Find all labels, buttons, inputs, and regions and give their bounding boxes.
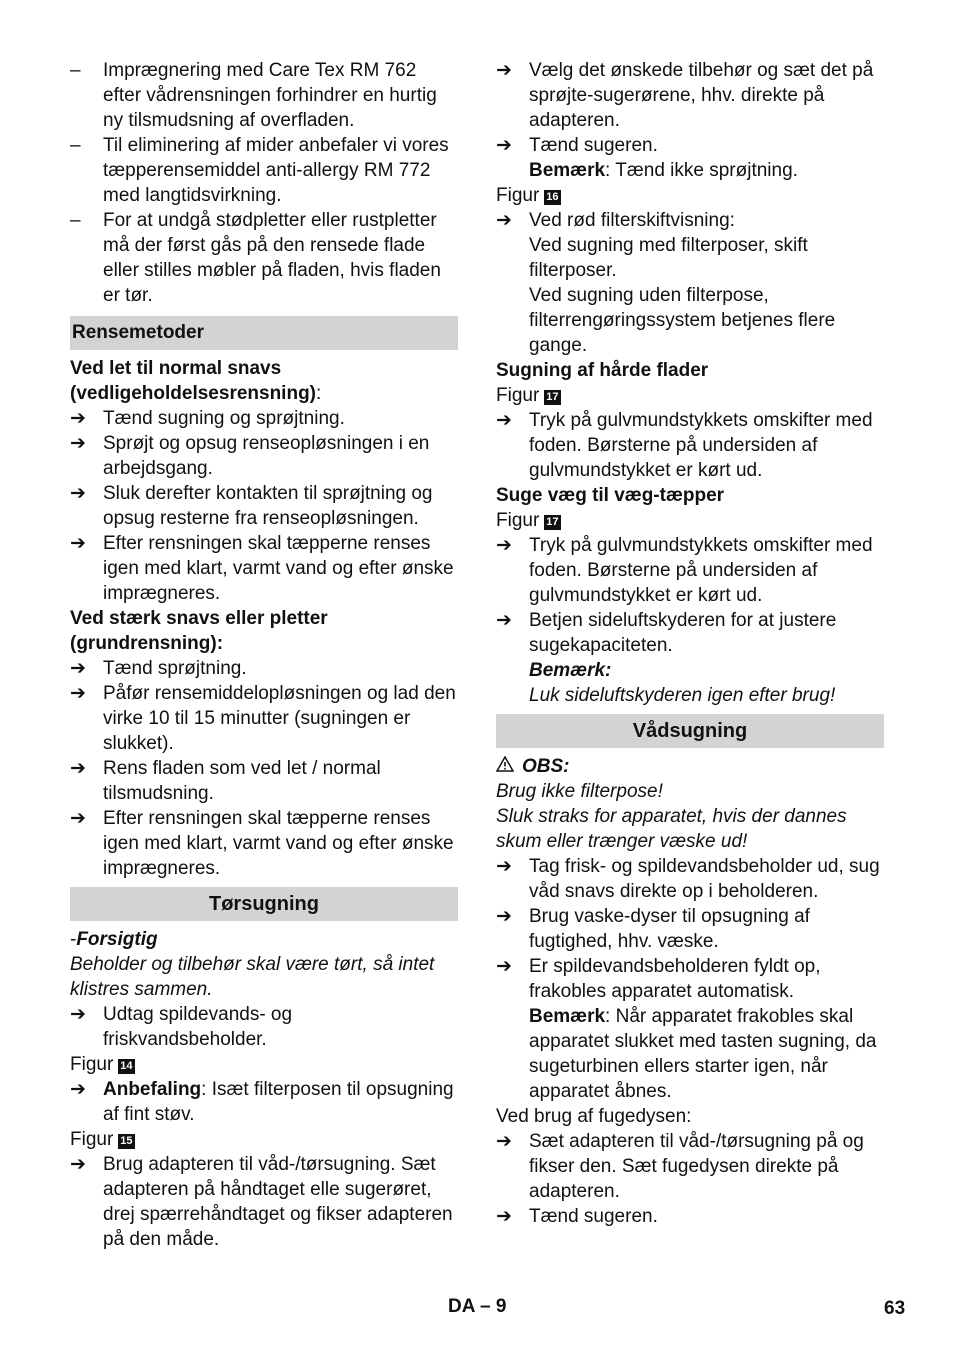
figure-ref: Figur 16 <box>496 185 559 206</box>
dash-item: – Imprægnering med Care Tex RM 762 efter vådrensningen forhindrer en hurtig ny tilsmudsning af overfladen. <box>70 60 437 131</box>
dash-item: – For at undgå stødpletter eller rustpletter må der først gås på den rensede flade eller stilles møbler på fladen, hvis fladen er tør. <box>70 210 441 306</box>
figure-ref: Figur 17 <box>496 510 559 531</box>
subheading-strong: Ved stærk snavs eller pletter (grundrensning): <box>70 608 328 654</box>
figure-ref: Figur 17 <box>496 385 559 406</box>
subheading-hard-floors: Sugning af hårde flader <box>496 360 709 381</box>
note: Bemærk: Tænd ikke sprøjtning. <box>529 160 798 181</box>
list-item: ➔ Brug vaske-dyser til opsugning af fugtighed, hhv. væske. <box>496 906 810 952</box>
footer-language-page: DA – 9 <box>448 1296 507 1317</box>
figure-number-badge: 14 <box>120 1060 133 1072</box>
list-item: ➔ Vælg det ønskede tilbehør og sæt det på sprøjte-sugerørene, hhv. direkte på adapteren. <box>496 60 874 131</box>
arrow-icon: ➔ <box>496 60 512 81</box>
list-item: ➔ Betjen sideluftskyderen for at justere sugekapaciteten. Bemærk: Luk sideluftskyderen igen efter brug! <box>496 610 837 706</box>
list-item: ➔ Udtag spildevands- og friskvandsbeholder. <box>70 1004 293 1050</box>
figure-number-badge: 16 <box>546 191 559 203</box>
dash-item: – Til eliminering af mider anbefaler vi vores tæpperensemiddel anti-allergy RM 772 med langtidsvirkning. <box>70 135 449 206</box>
arrow-icon: ➔ <box>70 658 86 679</box>
fugedyse-intro: Ved brug af fugedysen: <box>496 1106 692 1127</box>
arrow-icon: ➔ <box>496 210 512 231</box>
arrow-icon: ➔ <box>70 683 86 704</box>
list-item: ➔ Brug adapteren til våd-/tørsugning. Sæt adapteren på håndtaget elle sugerøret, drej spærrehåndtaget og fikser adapteren på den måde. <box>70 1154 453 1250</box>
arrow-icon: ➔ <box>70 433 86 454</box>
arrow-icon: ➔ <box>496 1206 512 1227</box>
arrow-icon: ➔ <box>70 533 86 554</box>
arrow-icon: ➔ <box>496 856 512 877</box>
left-column <box>70 58 458 1252</box>
arrow-icon: ➔ <box>70 808 86 829</box>
figure-ref: Figur 14 <box>70 1054 133 1075</box>
caution-heading: -Forsigtig <box>70 929 158 950</box>
list-item: ➔ Tænd sugeren. <box>496 1206 658 1227</box>
warning-text: Sluk straks for apparatet, hvis der dannes skum eller trænger væske ud! <box>496 806 847 852</box>
list-item: ➔ Tag frisk- og spildevandsbeholder ud, sug våd snavs direkte op i beholderen. <box>496 856 880 902</box>
warning-heading: OBS: <box>496 754 884 779</box>
arrow-icon: ➔ <box>496 1131 512 1152</box>
arrow-icon: ➔ <box>70 758 86 779</box>
list-item: ➔ Tænd sugeren. Bemærk: Tænd ikke sprøjtning. <box>496 133 884 183</box>
list-item: ➔ Sluk derefter kontakten til sprøjtning og opsug resterne fra renseopløsningen. <box>70 483 433 529</box>
arrow-icon: ➔ <box>496 410 512 431</box>
warning-text: Brug ikke filterpose! <box>496 781 663 802</box>
list-item: ➔ Ved rød filterskiftvisning: Ved sugning med filterposer, skift filterposer. Ved sugning uden filterpose, filterrengøringssystem betjenes flere gange. <box>496 210 836 356</box>
arrow-icon: ➔ <box>496 956 512 977</box>
list-item: ➔ Tryk på gulvmundstykkets omskifter med foden. Børsterne på undersiden af gulvmundstykket er kørt ud. <box>496 410 873 481</box>
arrow-icon: ➔ <box>496 535 512 556</box>
arrow-icon: ➔ <box>70 483 86 504</box>
list-item: ➔ Tryk på gulvmundstykkets omskifter med foden. Børsterne på undersiden af gulvmundstykket er kørt ud. <box>496 535 873 606</box>
section-heading-vadsugning: Vådsugning <box>496 714 884 748</box>
figure-number-badge: 17 <box>546 516 559 528</box>
list-item: ➔ Efter rensningen skal tæpperne renses igen med klart, varmt vand og efter ønske imprægneres. <box>70 533 454 604</box>
subheading-light: Ved let til normal snavs (vedligeholdelsesrensning): <box>70 358 322 404</box>
warning-triangle-icon <box>496 754 514 779</box>
list-item: ➔ Efter rensningen skal tæpperne renses igen med klart, varmt vand og efter ønske imprægneres. <box>70 808 454 879</box>
caution-text: Beholder og tilbehør skal være tørt, så intet klistres sammen. <box>70 954 435 1000</box>
list-item: ➔ Rens fladen som ved let / normal tilsmudsning. <box>70 758 381 804</box>
list-item: ➔ Sæt adapteren til våd-/tørsugning på og fikser den. Sæt fugedysen direkte på adapteren. <box>496 1131 864 1202</box>
list-item: ➔ Anbefaling: Isæt filterposen til opsugning af fint støv. <box>70 1079 454 1125</box>
list-item: ➔ Sprøjt og opsug renseopløsningen i en arbejdsgang. <box>70 433 430 479</box>
list-item: ➔ Tænd sugning og sprøjtning. <box>70 408 345 429</box>
list-item: ➔ Tænd sprøjtning. <box>70 658 247 679</box>
list-item: ➔ Påfør rensemiddelopløsningen og lad den virke 10 til 15 minutter (sugningen er slukket). <box>70 683 456 754</box>
arrow-icon: ➔ <box>70 1154 86 1175</box>
arrow-icon: ➔ <box>70 1004 86 1025</box>
arrow-icon: ➔ <box>70 408 86 429</box>
note: Bemærk: Når apparatet frakobles skal apparatet slukket med tasten sugning, da sugeturbinen ellers starter igen, når apparatet åbnes. <box>529 1006 877 1102</box>
list-item: ➔ Er spildevandsbeholderen fyldt op, frakobles apparatet automatisk. Bemærk: Når apparatet frakobles skal apparatet slukket med tasten sugning, da sugeturbinen ellers starter igen, når apparatet åbnes. <box>496 954 884 1104</box>
arrow-icon: ➔ <box>496 135 512 156</box>
subheading-wall-carpets: Suge væg til væg-tæpper <box>496 485 725 506</box>
arrow-icon: ➔ <box>70 1079 86 1100</box>
right-column <box>496 58 884 1229</box>
figure-ref: Figur 15 <box>70 1129 133 1150</box>
section-heading-rensemetoder: Rensemetoder <box>70 316 458 350</box>
arrow-icon: ➔ <box>496 610 512 631</box>
figure-number-badge: 17 <box>546 391 559 403</box>
section-heading-torsugning: Tørsugning <box>70 887 458 921</box>
arrow-icon: ➔ <box>496 906 512 927</box>
figure-number-badge: 15 <box>120 1135 133 1147</box>
footer-page-number: 63 <box>884 1298 906 1319</box>
